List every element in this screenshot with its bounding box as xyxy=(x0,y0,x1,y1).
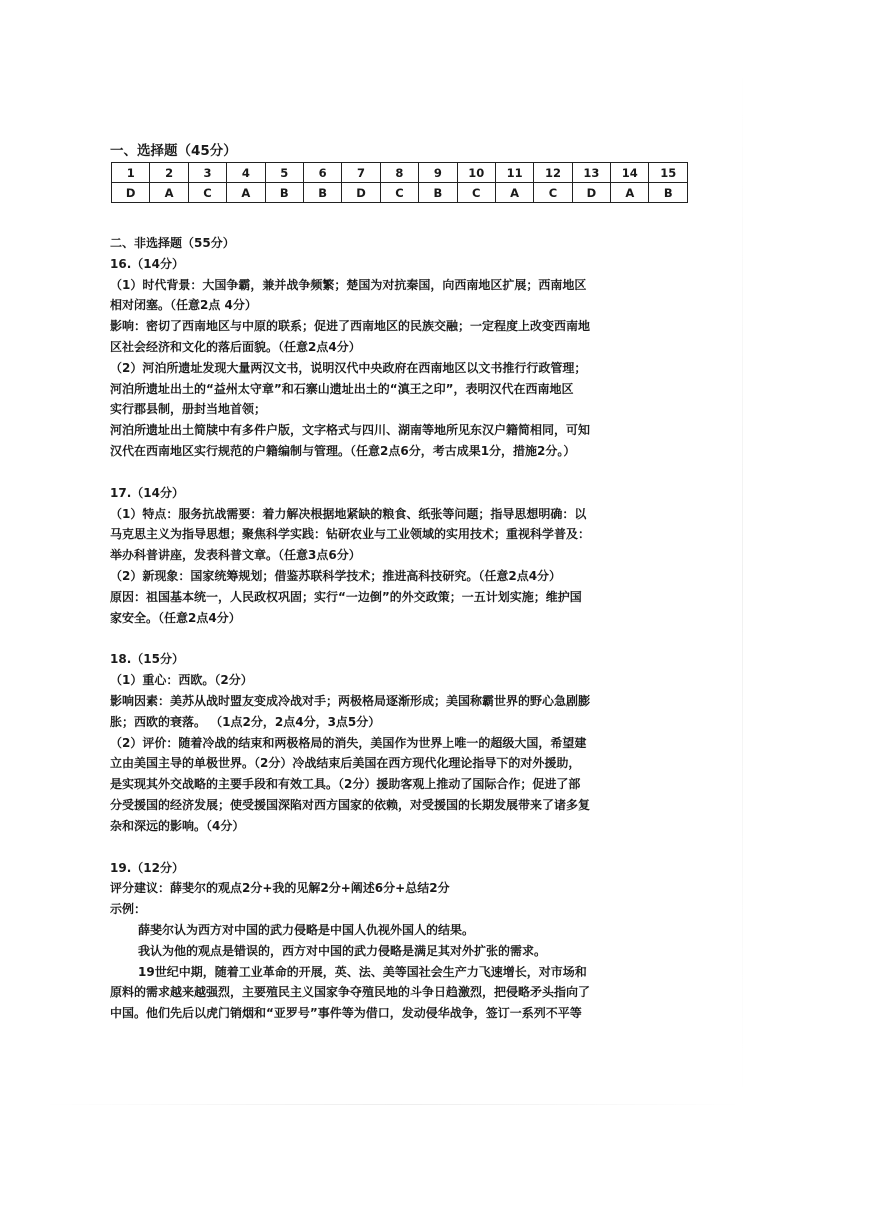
answer-cell: C xyxy=(534,183,572,203)
answer-line: 河泊所遗址出土简牍中有多件户版，文字格式与四川、湖南等地所见东汉户籍简相同，可知 xyxy=(110,423,591,438)
essay-paragraph: 19世纪中期，随着工业革命的开展，英、法、美等国社会生产力飞速增长，对市场和 xyxy=(138,964,587,979)
answer-cell: A xyxy=(611,183,649,203)
question-number: 8 xyxy=(380,163,418,183)
answer-line: （2）新现象：国家统筹规划；借鉴苏联科学技术；推进高科技研究。（任意2点4分） xyxy=(110,568,562,583)
answer-line: （2）评价：随着冷战的结束和两极格局的消失，美国作为世界上唯一的超级大国，希望建 xyxy=(110,735,587,750)
answer-line: 马克思主义为指导思想；聚焦科学实践：钻研农业与工业领域的实用技术；重视科学普及： xyxy=(110,527,591,542)
essay-paragraph: 原料的需求越来越强烈，主要殖民主义国家争夺殖民地的斗争日趋激烈，把侵略矛头指向了 xyxy=(110,985,591,1000)
answer-table-answer-row xyxy=(112,183,688,203)
answer-line: （1）重心：西欧。（2分） xyxy=(110,673,253,688)
answer-cell: A xyxy=(227,183,265,203)
question-number: 11 xyxy=(495,163,533,183)
question-heading: 16.（14分） xyxy=(110,256,184,271)
answer-line: （2）河泊所遗址发现大量两汉文书，说明汉代中央政府在西南地区以文书推行行政管理； xyxy=(110,360,587,375)
question-number: 4 xyxy=(227,163,265,183)
answer-line: 影响因素：美苏从战时盟友变成冷战对手；两极格局逐渐形成；美国称霸世界的野心急剧膨 xyxy=(110,693,591,708)
question-number: 14 xyxy=(611,163,649,183)
answer-line: 胀；西欧的衰落。 （1点2分，2点4分，3点5分） xyxy=(110,714,381,729)
question-heading: 19.（12分） xyxy=(110,860,184,875)
answer-line: 家安全。（任意2点4分） xyxy=(110,610,241,625)
answer-line: 区社会经济和文化的落后面貌。（任意2点4分） xyxy=(110,339,361,354)
answer-table-number-row xyxy=(112,163,688,183)
answer-cell: D xyxy=(572,183,610,203)
answer-cell: A xyxy=(150,183,188,203)
answer-table xyxy=(111,162,688,203)
question-number: 6 xyxy=(303,163,341,183)
answer-line: （1）时代背景：大国争霸，兼并战争频繁；楚国为对抗秦国，向西南地区扩展；西南地区 xyxy=(110,277,587,292)
question-number: 15 xyxy=(649,163,688,183)
question-number: 13 xyxy=(572,163,610,183)
answer-cell: B xyxy=(419,183,457,203)
question-heading: 18.（15分） xyxy=(110,652,184,667)
section-2 xyxy=(110,233,690,1024)
answer-cell: A xyxy=(495,183,533,203)
answer-line: 实行郡县制，册封当地首领； xyxy=(110,402,267,417)
question-number: 5 xyxy=(265,163,303,183)
answer-cell: B xyxy=(649,183,688,203)
answer-line: 河泊所遗址出土的“益州太守章”和石寨山遗址出土的“滇王之印”，表明汉代在西南地区 xyxy=(110,381,574,396)
question-number: 3 xyxy=(188,163,226,183)
answer-line: 相对闭塞。（任意2点 4分） xyxy=(110,298,257,313)
essay-paragraph: 中国。他们先后以虎门销烟和“亚罗号”事件等为借口，发动侵华战争，签订一系列不平等 xyxy=(110,1006,582,1021)
essay-paragraph: 我认为他的观点是错误的，西方对中国的武力侵略是满足其对外扩张的需求。 xyxy=(138,943,547,958)
paper-edge xyxy=(40,1104,745,1105)
answer-line: 立由美国主导的单极世界。（2分）冷战结束后美国在西方现代化理论指导下的对外援助， xyxy=(110,756,581,771)
example-label: 示例： xyxy=(110,902,147,917)
answer-line: 是实现其外交战略的主要手段和有效工具。（2分）援助客观上推动了国际合作；促进了部 xyxy=(110,777,581,792)
answer-line: （1）特点：服务抗战需要：着力解决根据地紧缺的粮食、纸张等问题；指导思想明确：以 xyxy=(110,506,587,521)
answer-line: 举办科普讲座，发表科普文章。（任意3点6分） xyxy=(110,548,361,563)
answer-cell: D xyxy=(342,183,380,203)
answer-cell: C xyxy=(380,183,418,203)
answer-cell: C xyxy=(457,183,495,203)
section-title: 二、非选择题（55分） xyxy=(110,236,235,250)
answer-cell: D xyxy=(112,183,150,203)
question-number: 2 xyxy=(150,163,188,183)
essay-paragraph: 薛斐尔认为西方对中国的武力侵略是中国人仇视外国人的结果。 xyxy=(138,922,475,937)
paper-edge xyxy=(742,60,743,1105)
answer-cell: C xyxy=(188,183,226,203)
answer-cell: B xyxy=(303,183,341,203)
question-heading: 17.（14分） xyxy=(110,485,184,500)
answer-line: 影响：密切了西南地区与中原的联系；促进了西南地区的民族交融；一定程度上改变西南地 xyxy=(110,319,591,334)
question-number: 10 xyxy=(457,163,495,183)
answer-line: 杂和深远的影响。（4分） xyxy=(110,818,245,833)
answer-key-content xyxy=(110,140,690,1024)
answer-line: 分受援国的经济发展；使受援国深陷对西方国家的依赖，对受援国的长期发展带来了诸多复 xyxy=(110,797,591,812)
answer-line: 原因：祖国基本统一，人民政权巩固；实行“一边倒”的外交政策；一五计划实施；维护国 xyxy=(110,589,582,604)
question-number: 1 xyxy=(112,163,150,183)
section-title: 一、选择题（45分） xyxy=(110,143,237,159)
question-number: 12 xyxy=(534,163,572,183)
scoring-note: 评分建议：薛斐尔的观点2分+我的见解2分+阐述6分+总结2分 xyxy=(110,881,450,896)
question-number: 9 xyxy=(419,163,457,183)
question-number: 7 xyxy=(342,163,380,183)
answer-line: 汉代在西南地区实行规范的户籍编制与管理。（任意2点6分，考古成果1分，措施2分。） xyxy=(110,443,576,458)
answer-cell: B xyxy=(265,183,303,203)
